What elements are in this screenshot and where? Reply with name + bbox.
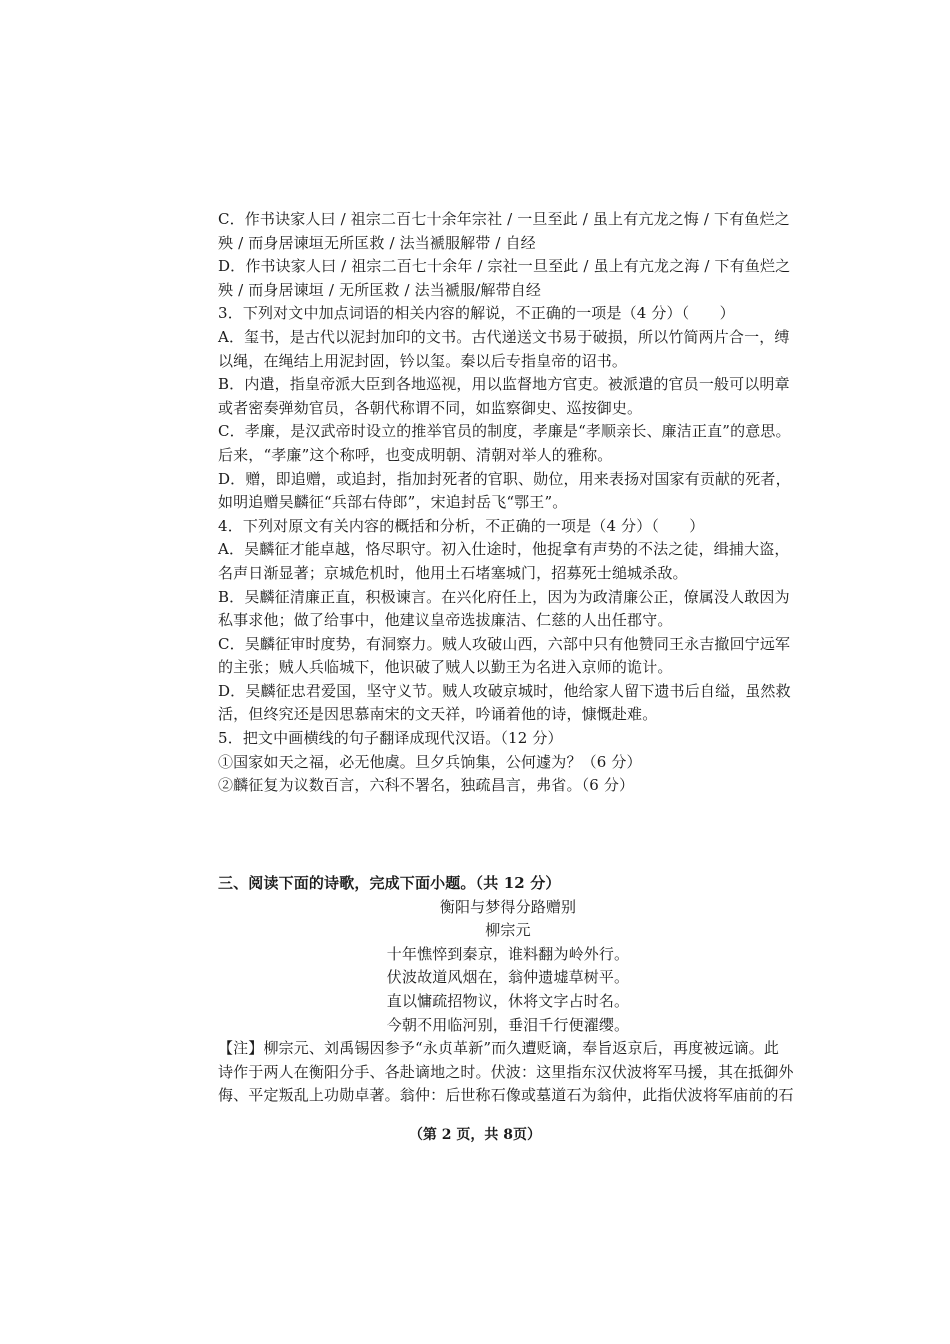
poem-line: 今朝不用临河别，垂泪千行便濯缨。 (386, 1015, 630, 1034)
poem-line: 伏波故道风烟在，翁仲遗墟草树平。 (386, 968, 630, 987)
poem-line: 十年憔悴到秦京，谁料翻为岭外行。 (386, 944, 630, 963)
text-line: ②麟征复为议数百言，六科不署名，独疏昌言，弗省。（6 分） (218, 776, 635, 795)
text-line: 活，但终究还是因思慕南宋的文天祥，吟诵着他的诗，慷慨赴难。 (218, 705, 658, 724)
note-line: 诗作于两人在衡阳分手、各赴谪地之时。伏波：这里指东汉伏波将军马援，其在抵御外 (218, 1062, 794, 1081)
text-line: B．吴麟征清廉正直，积极谏言。在兴化府任上，因为为政清廉公正，僚属没人敢因为 (218, 587, 790, 606)
text-line: A．吴麟征才能卓越，恪尽职守。初入仕途时，他捉拿有声势的不法之徒，缉捕大盗， (218, 540, 790, 559)
questions-block (218, 208, 798, 798)
text-line: 或者密奏弹劾官员，各朝代称谓不同，如监察御史、巡按御史。 (218, 398, 643, 417)
text-line: B．内遣，指皇帝派大臣到各地巡视，用以监督地方官吏。被派遣的官员一般可以明章 (218, 375, 790, 394)
question-4-stem: 4．下列对原文有关内容的概括和分析，不正确的一项是（4 分）（ ） (218, 516, 705, 535)
text-line: 的主张；贼人兵临城下，他识破了贼人以勤王为名进入京师的诡计。 (218, 658, 673, 677)
text-line: A．玺书，是古代以泥封加印的文书。古代递送文书易于破损，所以竹简两片合一，缚 (218, 327, 790, 346)
text-line: ①国家如天之福，必无他虞。旦夕兵饷集，公何遽为？（6 分） (218, 752, 642, 771)
text-line: C．孝廉，是汉武帝时设立的推举官员的制度，孝廉是“孝顺亲长、廉洁正直”的意思。 (218, 422, 791, 441)
section-heading: 三、阅读下面的诗歌，完成下面小题。（共 12 分） (218, 874, 561, 892)
text-line: 私事求他；做了给事中，他建议皇帝选拔廉洁、仁慈的人出任郡守。 (218, 611, 673, 630)
poem-line: 直以慵疏招物议，休将文字占时名。 (386, 991, 630, 1010)
page-footer: （第 2 页，共 8页） (408, 1127, 542, 1143)
poem-title: 衡阳与梦得分路赠别 (439, 897, 577, 916)
text-line: D．赠，即追赠，或追封，指加封死者的官职、勋位，用来表扬对国家有贡献的死者， (218, 469, 791, 488)
text-line: D．吴麟征忠君爱国，坚守义节。贼人攻破京城时，他给家人留下遗书后自缢，虽然救 (218, 681, 791, 700)
text-line: D．作书诀家人曰 / 祖宗二百七十余年 / 宗社一旦至此 / 虽上有亢龙之海 / 下有鱼烂之 (218, 257, 791, 276)
note-line: 侮、平定叛乱上功勋卓著。翁仲：后世称石像或墓道石为翁仲，此指伏波将军庙前的石 (218, 1086, 794, 1105)
text-line: 如明追赠吴麟征“兵部右侍郎”，宋追封岳飞“鄂王”。 (218, 493, 568, 512)
text-line: C．作书诀家人曰 / 祖宗二百七十余年宗社 / 一旦至此 / 虽上有亢龙之悔 / 下有鱼烂之 (218, 210, 790, 228)
question-3-stem: 3．下列对文中加点词语的相关内容的解说，不正确的一项是（4 分）（ ） (218, 304, 735, 323)
text-line: 名声日渐显著；京城危机时，他用土石堵塞城门，招募死士缒城杀敌。 (218, 563, 688, 582)
text-line: 后来，“孝廉”这个称呼，也变成明朝、清朝对举人的雅称。 (218, 445, 613, 464)
section-3-block (218, 872, 798, 1108)
text-line: 以绳，在绳结上用泥封固，钤以玺。秦以后专指皇帝的诏书。 (218, 351, 628, 370)
poem-author: 柳宗元 (485, 921, 531, 940)
text-line: C．吴麟征审时度势，有洞察力。贼人攻破山西，六部中只有他赞同王永吉撤回宁远军 (218, 634, 791, 653)
text-line: 殃 / 而身居谏垣 / 无所匡救 / 法当褫服/解带自经 (218, 280, 542, 299)
note-line: 【注】柳宗元、刘禹锡因参予“永贞革新”而久遭贬谪，奉旨返京后，再度被远谪。此 (218, 1039, 780, 1058)
text-line: 殃 / 而身居谏垣无所匡救 / 法当褫服解带 / 自经 (218, 233, 536, 252)
question-5-stem: 5．把文中画横线的句子翻译成现代汉语。（12 分） (218, 729, 563, 748)
